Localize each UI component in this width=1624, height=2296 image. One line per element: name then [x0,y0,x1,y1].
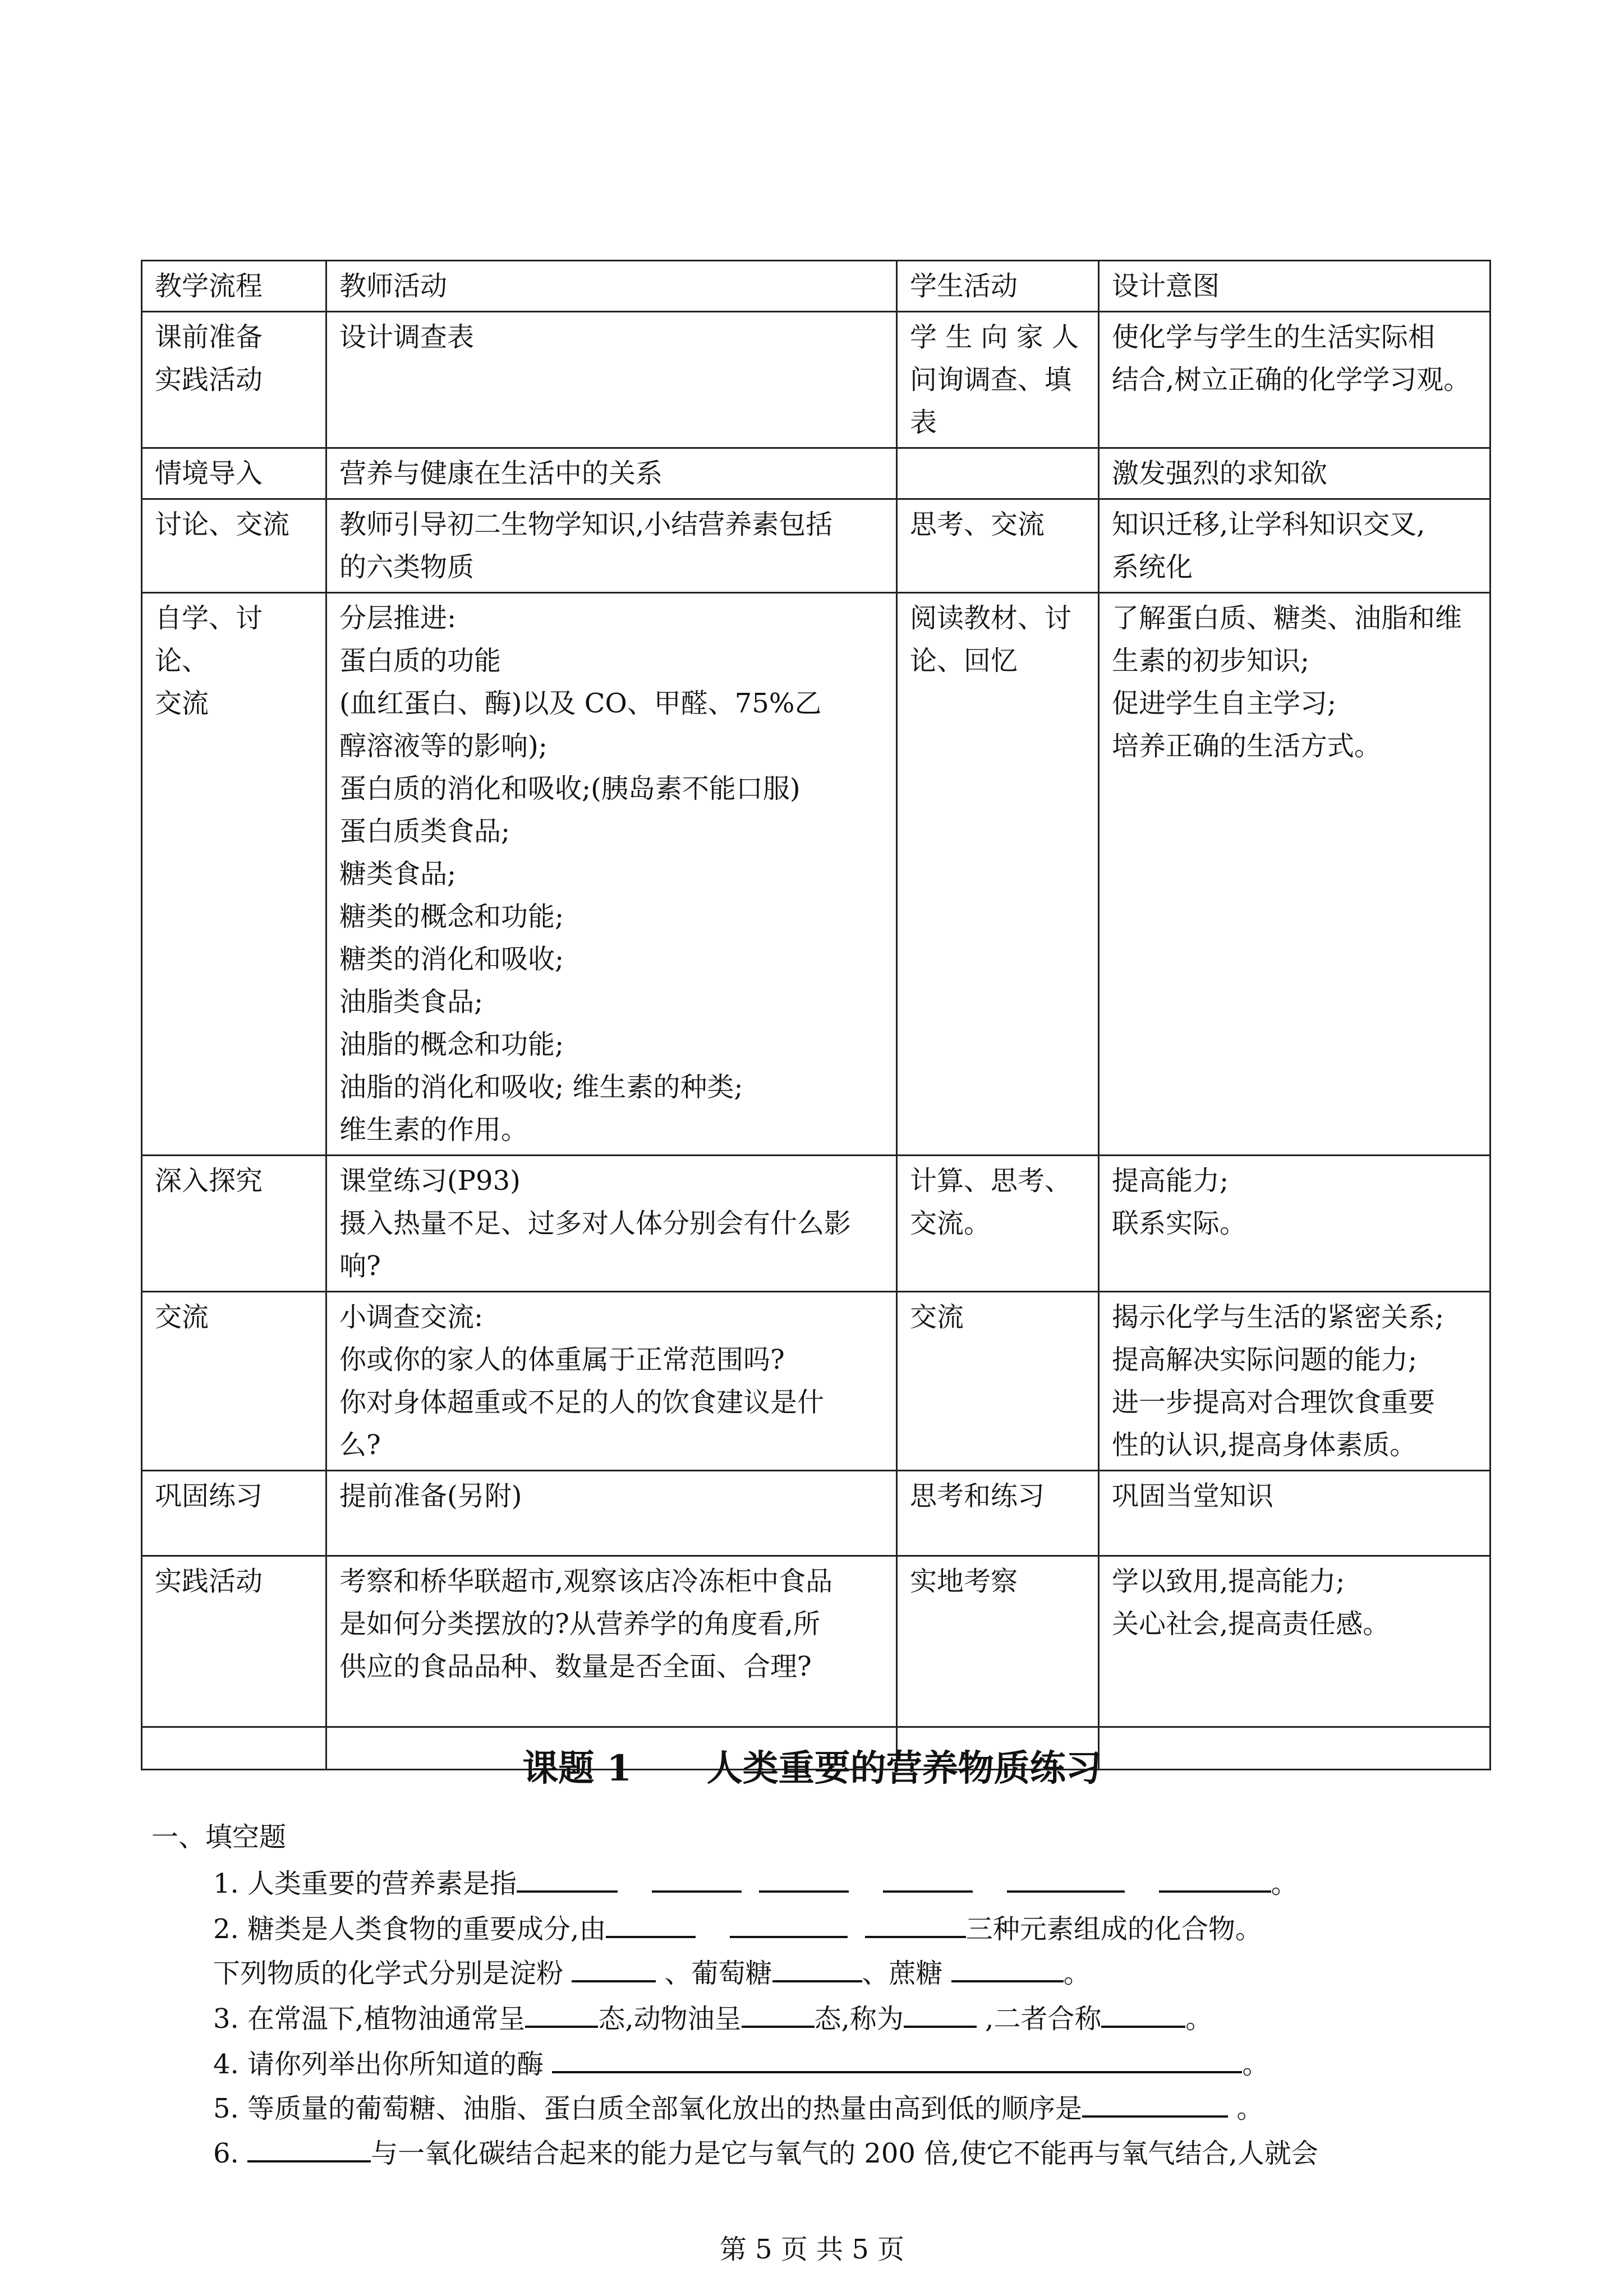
cell-text: 知识迁移,让学科知识交叉, [1112,509,1425,540]
cell-text: 情境导入 [155,458,263,489]
answer-blank[interactable] [730,1911,848,1938]
cell-text: 摄入热量不足、过多对人体分别会有什么影 [339,1208,852,1239]
cell-text: 蛋白质的消化和吸收;(胰岛素不能口服) [339,773,801,804]
table-row [142,1156,1490,1292]
cell-student [897,1556,1099,1727]
cell-text: 交流 [910,1301,964,1333]
cell-intent [1099,593,1490,1156]
cell-text: 实践活动 [155,364,263,395]
cell-stage [142,1556,326,1727]
cell-teacher [326,448,897,499]
cell-text: 生素的初步知识; [1112,645,1310,677]
cell-text: 阅读教材、讨 [910,602,1072,634]
cell-text: 糖类的消化和吸收; [339,944,564,975]
cell-text: 论、回忆 [910,645,1018,677]
table-row [142,448,1490,499]
cell-text: 油脂的概念和功能; [339,1029,564,1060]
cell-text: 交流。 [910,1208,991,1239]
cell-teacher [326,593,897,1156]
cell-text: 蛋白质的功能 [339,645,502,677]
cell-text: 你或你的家人的体重属于正常范围吗? [339,1344,785,1375]
cell-intent [1099,1292,1490,1471]
cell-student [897,1471,1099,1556]
answer-blank[interactable] [951,1955,1064,1982]
cell-teacher [326,1292,897,1471]
answer-blank[interactable] [883,1866,973,1893]
table-row [142,1471,1490,1556]
cell-text: 学以致用,提高能力; [1112,1566,1345,1597]
cell-text: 深入探究 [155,1165,263,1197]
cell-text: 提高解决实际问题的能力; [1112,1344,1418,1375]
header-student: 学生活动 [897,261,1099,312]
cell-intent [1099,448,1490,499]
cell-text: 提高能力; [1112,1165,1229,1197]
table-row [142,499,1490,593]
cell-text: 营养与健康在生活中的关系 [339,458,663,489]
answer-blank[interactable] [1082,2091,1228,2118]
cell-text: 系统化 [1112,551,1193,583]
table-row [142,1292,1490,1471]
cell-stage [142,1156,326,1292]
question-4: 4. 请你列举出你所知道的酶 。 [213,2045,1269,2084]
answer-blank[interactable] [904,2001,977,2028]
cell-text: 巩固当堂知识 [1112,1480,1274,1512]
cell-text: 思考和练习 [910,1480,1045,1512]
cell-teacher [326,499,897,593]
answer-blank[interactable] [759,1866,849,1893]
cell-text: 课前准备 [155,321,263,353]
answer-blank[interactable] [1007,1866,1125,1893]
header-intent: 设计意图 [1099,261,1490,312]
question-2-formulas: 下列物质的化学式分别是淀粉 、葡萄糖 、蔗糖 。 [213,1954,1091,1993]
cell-student [897,593,1099,1156]
cell-text: 的六类物质 [339,551,475,583]
answer-blank[interactable] [652,1866,742,1893]
cell-text: 你对身体超重或不足的人的饮食建议是什 [339,1387,825,1418]
cell-text: 是如何分类摆放的?从营养学的角度看,所 [339,1608,820,1640]
cell-text: 问询调查、填 [910,364,1072,395]
cell-text: 表 [910,407,937,438]
cell-text: 响? [339,1250,381,1282]
cell-text: 么? [339,1429,381,1461]
table-row [142,312,1490,448]
cell-student [897,1292,1099,1471]
cell-text: 小调查交流: [339,1301,484,1333]
cell-stage [142,1471,326,1556]
cell-text: 实地考察 [910,1566,1018,1597]
answer-blank[interactable] [552,2046,1242,2073]
answer-blank[interactable] [865,1911,966,1938]
table-row [142,593,1490,1156]
cell-teacher [326,312,897,448]
cell-text: 油脂类食品; [339,986,484,1018]
cell-teacher [326,1471,897,1556]
cell-text: 交流 [155,1301,209,1333]
answer-blank[interactable] [1159,1866,1271,1893]
cell-text: 课堂练习(P93) [339,1165,521,1197]
cell-text: 实践活动 [155,1566,263,1597]
cell-text: 醇溶液等的影响); [339,730,548,762]
cell-text: 蛋白质类食品; [339,816,510,847]
cell-text: 油脂的消化和吸收; 维生素的种类; [339,1071,743,1103]
cell-text: 培养正确的生活方式。 [1112,730,1382,762]
table-header-row [142,261,1490,312]
cell-stage [142,499,326,593]
cell-text: (血红蛋白、酶)以及 CO、甲醛、75%乙 [339,688,822,719]
cell-text: 维生素的作用。 [339,1114,528,1145]
cell-text: 供应的食品品种、数量是否全面、合理? [339,1651,812,1682]
exercise-title: 课题 1 人类重要的营养物质练习 [522,1747,1102,1789]
lesson-plan-table [141,260,1491,1770]
question-6: 6. 与一氧化碳结合起来的能力是它与氧气的 200 倍,使它不能再与氧气结合,人就会 [213,2134,1318,2173]
table-row [142,1556,1490,1727]
answer-blank[interactable] [772,1955,862,1982]
cell-text: 揭示化学与生活的紧密关系; [1112,1301,1444,1333]
cell-text: 激发强烈的求知欲 [1112,458,1328,489]
header-teacher: 教师活动 [326,261,897,312]
cell-text: 巩固练习 [155,1480,263,1512]
cell-student [897,499,1099,593]
cell-intent [1099,499,1490,593]
cell-text: 自学、讨论、 [155,602,263,677]
cell-text: 教师引导初二生物学知识,小结营养素包括 [339,509,833,540]
header-stage: 教学流程 [142,261,326,312]
question-2: 2. 糖类是人类食物的重要成分,由 三种元素组成的化合物。 [213,1910,1262,1949]
cell-text: 联系实际。 [1112,1208,1247,1239]
cell-intent [1099,312,1490,448]
answer-blank[interactable] [606,1911,696,1938]
cell-text: 进一步提高对合理饮食重要 [1112,1387,1436,1418]
answer-blank[interactable] [517,1866,618,1893]
cell-text: 糖类的概念和功能; [339,901,564,932]
question-5: 5. 等质量的葡萄糖、油脂、蛋白质全部氧化放出的热量由高到低的顺序是 。 [213,2089,1263,2128]
cell-text: 了解蛋白质、糖类、油脂和维 [1112,602,1462,634]
answer-blank[interactable] [525,2001,598,2028]
cell-stage [142,448,326,499]
cell-text: 设计调查表 [339,321,475,353]
page-footer: 第 5 页 共 5 页 [719,2234,905,2265]
section-heading: 一、填空题 [151,1821,287,1853]
cell-student [897,312,1099,448]
cell-text: 促进学生自主学习; [1112,688,1337,719]
cell-text: 提前准备(另附) [339,1480,522,1512]
cell-text: 讨论、交流 [155,509,290,540]
cell-stage [142,312,326,448]
cell-text: 思考、交流 [910,509,1045,540]
answer-blank[interactable] [572,1955,656,1982]
question-3: 3. 在常温下,植物油通常呈 态,动物油呈 态,称为 ,二者合称 。 [213,1999,1212,2039]
cell-text: 计算、思考、 [910,1165,1072,1197]
answer-blank[interactable] [247,2136,371,2162]
question-1: 1. 人类重要的营养素是指 。 [213,1864,1298,1903]
cell-text: 分层推进: [339,602,457,634]
cell-teacher [326,1556,897,1727]
cell-text: 学 生 向 家 人 [910,321,1079,353]
cell-student [897,448,1099,499]
cell-text: 使化学与学生的生活实际相 [1112,321,1436,353]
cell-teacher [326,1156,897,1292]
cell-text: 结合,树立正确的化学学习观。 [1112,364,1471,395]
cell-intent [1099,1556,1490,1727]
answer-blank[interactable] [742,2001,815,2028]
answer-blank[interactable] [1101,2001,1185,2028]
cell-text: 关心社会,提高责任感。 [1112,1608,1390,1640]
cell-text: 考察和桥华联超市,观察该店冷冻柜中食品 [339,1566,833,1597]
cell-text: 糖类食品; [339,858,457,890]
cell-intent [1099,1156,1490,1292]
cell-student [897,1156,1099,1292]
cell-text: 性的认识,提高身体素质。 [1112,1429,1417,1461]
cell-intent [1099,1471,1490,1556]
cell-text: 交流 [155,688,209,719]
cell-stage [142,593,326,1156]
cell-stage [142,1292,326,1471]
